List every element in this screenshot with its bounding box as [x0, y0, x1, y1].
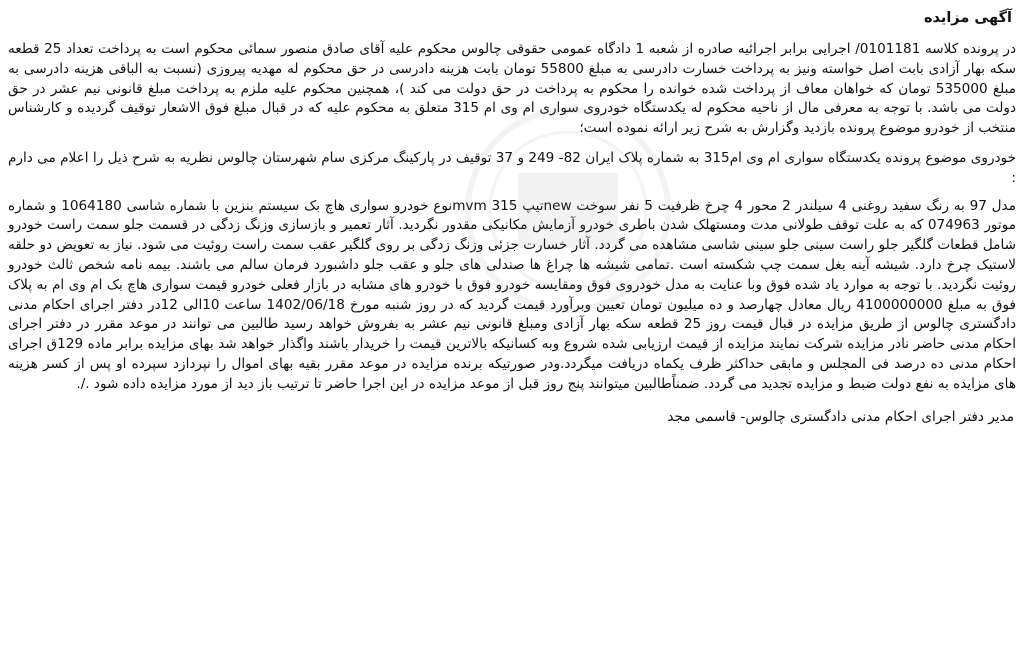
signature-line: مدیر دفتر اجرای احکام مدنی دادگستری چالوس- قاسمی مجد [667, 408, 1014, 425]
notice-title: آگهی مزایده [923, 10, 1012, 26]
vehicle-details-paragraph: مدل 97 به رنگ سفید روغنی 4 سیلندر 2 محور 4 چرخ ظرفیت 5 نفر سوخت newتیپ mvm 315نوع خودرو سواری هاچ بک سیستم بنزین با شماره شاسی 1064180 و شماره موتور 074963 که به علت توقف طولانی مدت ومستهلک شدن باطری خودرو آزمایش مکانیکی مقدور نگردید. آثار تعمیر و بازسازی وزنگ زدگی در قسمت جلو سمت راست خودرو شامل قطعات گلگیر جلو راست سینی جلو سینی شاسی مشاهده می گردد. آثار خسارت جزئی وزنگ زدگی بر روی گلگیر عقب سمت راست روئیت می شود. نیاز به تعویض دو حلقه لاستیک چرخ دارد. شیشه آینه بغل سمت چپ شکسته است .تمامی شیشه ها چراغ ها صندلی های جلو و عقب جلو داشبورد فرمان سالم می باشند. بیمه نامه شخص ثالث خودرو روئیت نگردید. با توجه به موارد یاد شده فوق وبا عنایت به مدل خودروی فوق ومقایسه خودرو فوق با خودرو های مشابه در بازار فعلی خودرو قیمت سواری هاچ بک ام وی ام به پلاک فوق به مبلغ 4100000000 ریال معادل چهارصد و ده میلیون تومان تعیین وبرآورد قیمت گردید که در روز شنبه مورخ 1402/06/18 ساعت 10الی 12در دفتر اجرای احکام مدنی دادگستری چالوس از طریق مزایده در قبال قیمت روز 25 قطعه سکه بهار آزادی ومبلغ قانونی نیم عشر به بفروش خواهد رسید طالبین می توانند در موعد مقرر در دفتر اجرای احکام مدنی حاضر نادر مزایده شرکت نمایند مزایده از قیمت ارزیابی شده شروع وبه کسانیکه بالاترین قیمت را خریدار باشند واگذار خواهد شد بهای مزایده برابر ماده 129ق اجرای احکام مدنی ده درصد فی المجلس و مابقی حداکثر ظرف یکماه دریافت میگردد.ودر صورتیکه برنده مزایده در موعد مقرر بقیه بهای اموال را نپردازد سپرده او پس از کسر هزینه های مزایده به نفع دولت ضبط و مزایده تجدید می گردد. ضمناًطالبین میتوانند پنج روز قبل از موعد مزایده در این اجرا حاضر تا ترتیب باز دید از مورد مزایده داده شود ./. [8, 197, 1016, 392]
case-intro-paragraph: در پرونده کلاسه 0101181/ اجرایی برابر اجرائیه صادره از شعبه 1 دادگاه عمومی حقوقی چالوس محکوم علیه آقای صادق منصور سمائی محکوم است به پرداخت تعداد 25 قطعه سکه بهار آزادی بابت اصل خواسته ونیز به پرداخت خسارت دادرسی به مبلغ 55800 تومان بابت هزینه دادرسی در حق محکوم له مهدیه پیروزی (نسبت به الباقی هزینه دادرسی به مبلغ 535000 تومان که خواهان معاف از پرداخت شده خوانده را محکوم به پرداخت در حق دولت می کند )، همچنین محکوم علیه ملزم به پرداخت مبلغ قانونی نیم عشر در حق دولت می باشد. با توجه به معرفی مال از ناحیه محکوم له یکدستگاه خودروی سواری ام وی ام 315 متعلق به محکوم علیه که در قبال مبلغ فوق الاشعار توقیف گردیده و کارشناس منتخب از خودرو موضوع پرونده بازدید وگزارش به شرح زیر ارائه نموده است؛ [8, 41, 1017, 137]
vehicle-summary-paragraph: خودروی موضوع پرونده یکدستگاه سواری ام وی ام315 به شماره پلاک ایران 82- 249 و 37 توقیف در پارکینگ مرکزی سام شهرستان چالوس نظریه به شرح ذیل را اعلام می دارم : [8, 149, 1016, 186]
notice-document [8, 8, 1016, 654]
